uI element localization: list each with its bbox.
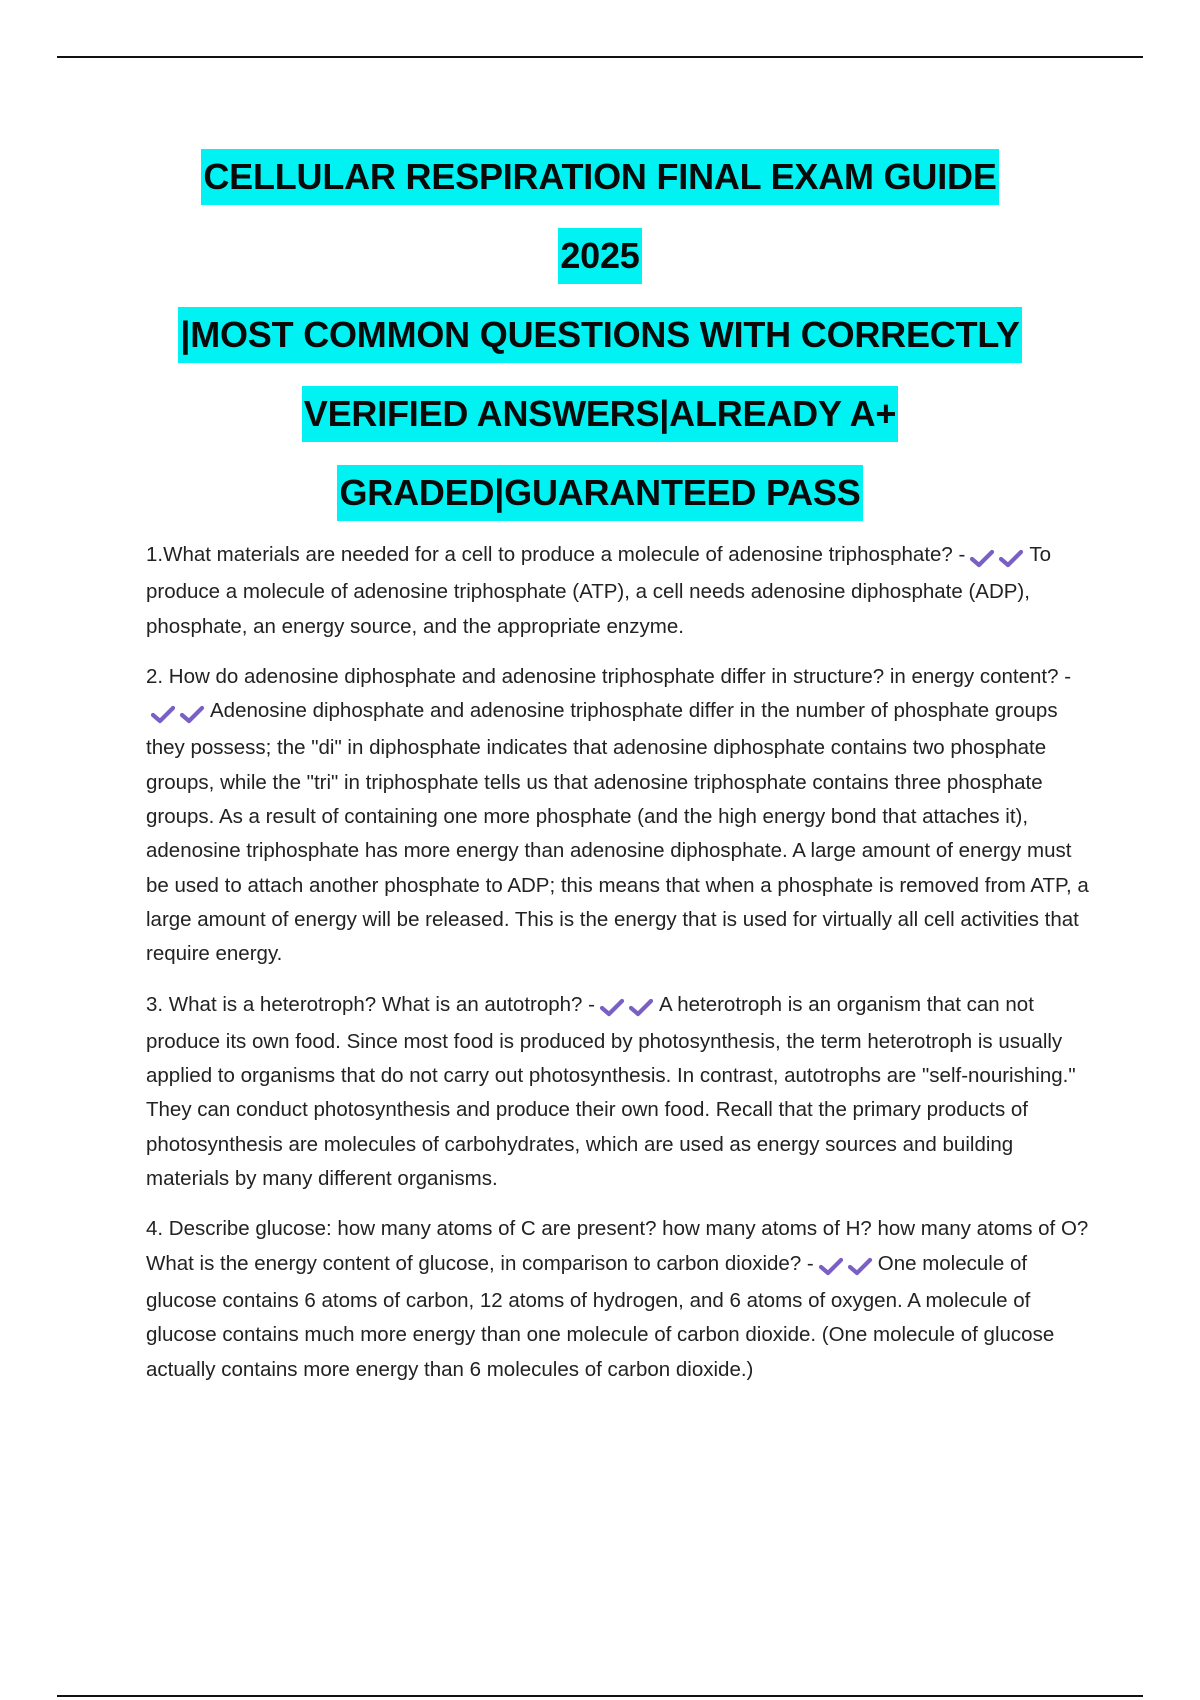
- double-checkmark-icon: [969, 541, 1027, 575]
- question-text: 2. How do adenosine diphosphate and adenosine triphosphate differ in structure? in energy content? -: [146, 664, 1072, 688]
- title-line: VERIFIED ANSWERS|ALREADY A+: [60, 382, 1140, 461]
- bottom-rule: [57, 1695, 1143, 1697]
- checkmark-icon: [998, 549, 1024, 569]
- checkmark-icon: [847, 1257, 873, 1277]
- checkmark-icon: [969, 549, 995, 569]
- qa-item-1: [146, 538, 1096, 644]
- question-text: 1.What materials are needed for a cell to produce a molecule of adenosine triphosphate? -: [146, 543, 966, 566]
- title-line: |MOST COMMON QUESTIONS WITH CORRECTLY: [60, 303, 1140, 382]
- checkmark-icon: [599, 998, 625, 1018]
- question-text: 3. What is a heterotroph? What is an autotroph? -: [146, 992, 595, 1016]
- checkmark-icon: [150, 705, 176, 725]
- checkmark-icon: [818, 1257, 844, 1277]
- double-checkmark-icon: [599, 991, 657, 1025]
- title-line: 2025: [60, 224, 1140, 303]
- checkmark-icon: [179, 705, 205, 725]
- title-line: CELLULAR RESPIRATION FINAL EXAM GUIDE: [60, 145, 1140, 224]
- title-line: GRADED|GUARANTEED PASS: [60, 461, 1140, 540]
- double-checkmark-icon: [818, 1250, 876, 1284]
- answer-text: A heterotroph is an organism that can not produce its own food. Since most food is produced by photosynthesis, the term heterotroph is usually applied to organisms that do not carry out photosynthesis. In contrast, autotrophs are "self-nourishing." They can conduct photosynthesis and produce their own food. Recall that the primary products of photosynthesis are molecules of carbohydrates, which are used as energy sources and building materials by many different organisms.: [146, 992, 1076, 1191]
- top-rule: [57, 56, 1143, 58]
- double-checkmark-icon: [150, 697, 208, 731]
- answer-text: Adenosine diphosphate and adenosine triphosphate differ in the number of phosphate groups they possess; the "di" in diphosphate indicates that adenosine diphosphate contains two phosphate groups, while the "tri" in triphosphate tells us that adenosine triphosphate contains three phosphate groups. As a result of containing one more phosphate (and the high energy bond that attaches it), adenosine triphosphate has more energy than adenosine diphosphate. A large amount of energy must be used to attach another phosphate to ADP; this means that when a phosphate is removed from ATP, a large amount of energy will be released. This is the energy that is used for virtually all cell activities that require energy.: [146, 699, 1089, 966]
- answer-text: To produce a molecule of adenosine triphosphate (ATP), a cell needs adenosine diphosphate (ADP), phosphate, an energy source, and the appropriate enzyme.: [146, 543, 1052, 638]
- checkmark-icon: [628, 998, 654, 1018]
- qa-item-3: [146, 988, 1096, 1197]
- qa-item-4: [146, 1212, 1096, 1386]
- question-text: 4. Describe glucose: how many atoms of C are present? how many atoms of H? how many atoms of O? What is the energy content of glucose, in comparison to carbon dioxide? -: [146, 1217, 1089, 1275]
- document-title: [60, 145, 1140, 540]
- qa-list: [146, 538, 1096, 1403]
- qa-item-2: [146, 660, 1096, 972]
- answer-text: One molecule of glucose contains 6 atoms of carbon, 12 atoms of hydrogen, and 6 atoms of oxygen. A molecule of glucose contains much more energy than one molecule of carbon dioxide. (One molecule of glucose actually contains more energy than 6 molecules of carbon dioxide.): [146, 1251, 1055, 1381]
